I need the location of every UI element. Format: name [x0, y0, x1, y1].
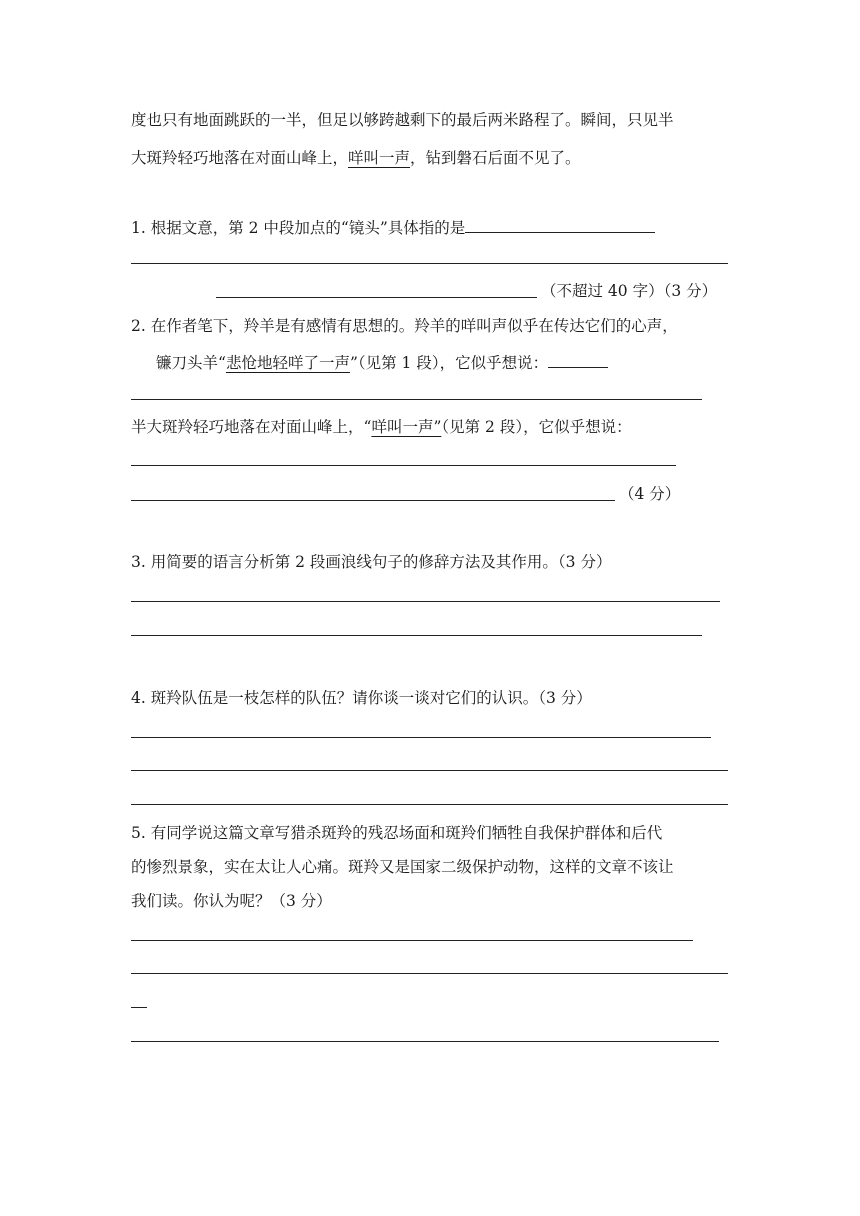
- underlined-quote-1: 悲怆地轻咩了一声: [225, 354, 350, 372]
- question-5-line-2: 的惨烈景象，实在太让人心痛。斑羚又是国家二级保护动物，这样的文章不该让: [131, 858, 674, 876]
- answer-line-q4-1[interactable]: [131, 737, 711, 738]
- question-1-limit: （不超过 40 字）（3 分）: [541, 282, 718, 300]
- question-5-line-3: 我们读。你认为呢？（3 分）: [131, 892, 332, 910]
- question-2-line-3: [131, 417, 632, 437]
- underlined-phrase: 咩叫一声: [348, 149, 411, 167]
- passage-line-2: [131, 148, 581, 168]
- question-1: [131, 215, 655, 238]
- answer-line-q2-2[interactable]: [131, 465, 676, 466]
- question-2-line-1: 2. 在作者笔下，羚羊是有感情有思想的。羚羊的咩叫声似乎在传达它们的心声，: [131, 317, 678, 335]
- question-1-text: 1. 根据文意，第 2 中段加点的“镜头”具体指的是: [131, 219, 466, 237]
- answer-line-q1-1[interactable]: [131, 263, 728, 264]
- answer-line-q5-1[interactable]: [131, 940, 693, 941]
- answer-line-q4-3[interactable]: [131, 804, 728, 805]
- underlined-quote-2: 咩叫一声”: [371, 418, 442, 436]
- question-2-line-2: [156, 350, 608, 373]
- answer-blank-q2-inline[interactable]: [548, 350, 608, 368]
- question-2-score: （4 分）: [619, 485, 681, 503]
- answer-line-q5-2[interactable]: [131, 973, 728, 974]
- answer-line-q4-2[interactable]: [131, 770, 728, 771]
- passage-line-1: 度也只有地面跳跃的一半，但足以够跨越剩下的最后两米路程了。瞬间，只见半: [131, 111, 674, 129]
- answer-blank-q1-inline[interactable]: [465, 215, 655, 233]
- answer-line-q5-3[interactable]: [131, 1007, 147, 1008]
- passage-line-2-end: ，钻到磐石后面不见了。: [410, 149, 581, 167]
- question-2-line-3-end: （见第 2 段），它似乎想说：: [441, 418, 632, 436]
- answer-line-q1-2[interactable]: [216, 297, 537, 298]
- passage-line-2-start: 大斑羚轻巧地落在对面山峰上，: [131, 149, 349, 167]
- answer-line-q3-2[interactable]: [131, 635, 702, 636]
- answer-line-q5-4[interactable]: [131, 1041, 719, 1042]
- question-2-line-2-end: ”（见第 1 段），它似乎想说：: [349, 354, 549, 372]
- question-5-line-1: 5. 有同学说这篇文章写猎杀斑羚的残忍场面和斑羚们牺牲自我保护群体和后代: [131, 824, 663, 842]
- question-4: 4. 斑羚队伍是一枝怎样的队伍？请你谈一谈对它们的认识。（3 分）: [131, 689, 592, 707]
- question-2-line-3-start: 半大斑羚轻巧地落在对面山峰上，“: [131, 418, 372, 436]
- answer-line-q3-1[interactable]: [131, 601, 720, 602]
- question-3: 3. 用简要的语言分析第 2 段画浪线句子的修辞方法及其作用。（3 分）: [131, 553, 612, 571]
- answer-line-q2-3[interactable]: [131, 500, 615, 501]
- answer-line-q2-1[interactable]: [131, 399, 702, 400]
- question-2-line-2-start: 镰刀头羊“: [156, 354, 226, 372]
